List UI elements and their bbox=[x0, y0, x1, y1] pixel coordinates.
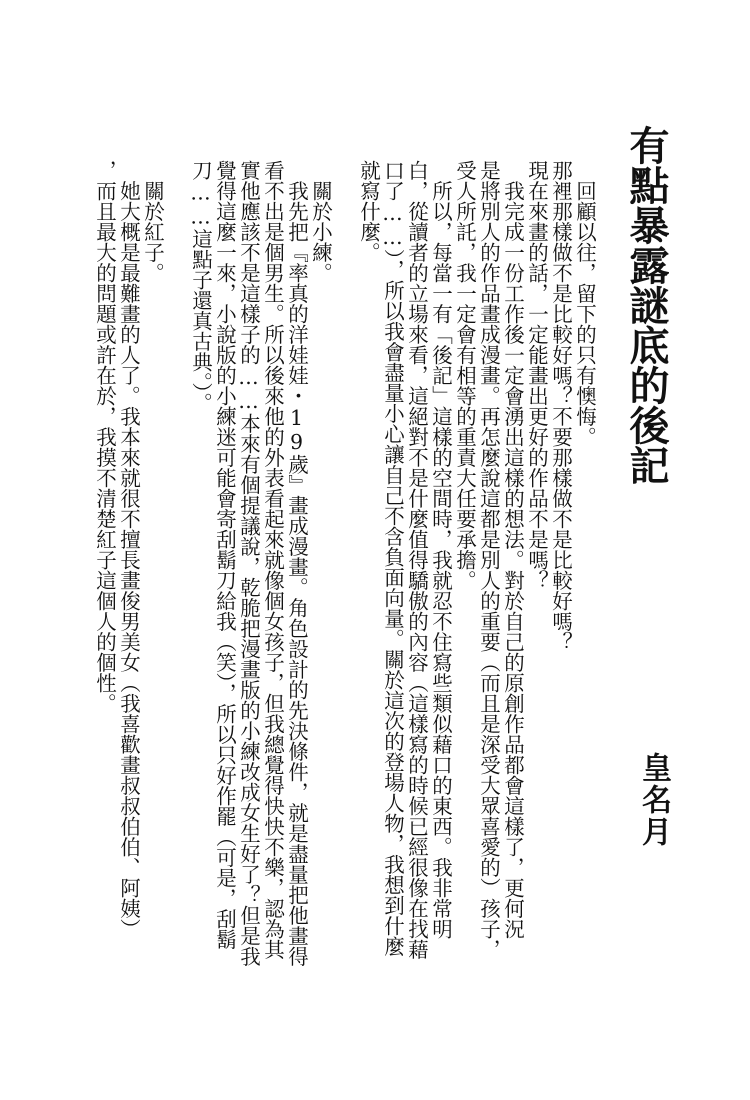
page-title: 有點暴露謎底的後記 bbox=[623, 125, 670, 485]
body-line: 我先把『率真的洋娃娃・19歲』畫成漫畫。角色設計的先決條件，就是盡量把他畫得 bbox=[284, 160, 309, 967]
body-line: 回顧以往，留下的只有懊悔。 bbox=[572, 160, 597, 447]
body-line: 關於小練。 bbox=[308, 160, 333, 283]
body-line: 她大概是最難畫的人了。我本來就很不擅長畫俊男美女（我喜歡畫叔叔伯伯、阿姨） bbox=[116, 160, 141, 939]
body-line: 是將別人的作品畫成漫畫。再怎麼說這都是別人的重要（而且是深受大眾喜愛的）孩子， bbox=[476, 160, 501, 960]
author-name: 皇名月 bbox=[636, 752, 671, 848]
body-line: 那裡那樣做不是比較好嗎？不要那樣做不是比較好嗎？ bbox=[548, 160, 573, 652]
body-line: 就寫什麼。 bbox=[356, 160, 381, 263]
body-line: 關於紅子。 bbox=[140, 160, 165, 283]
body-line: 受人所託，我一定會有相等的重責大任要承擔。 bbox=[452, 160, 477, 591]
body-line: 看不出是個男生。所以後來他的外表看起來就像個女孩子，但我總覺得快快不樂，認為其 bbox=[260, 160, 285, 960]
body-line: 白，從讀者的立場來看，這絕對不是什麼值得驕傲的內容（這樣寫的時候已經很像在找藉 bbox=[404, 160, 429, 960]
body-line: 口了……），所以我會盡量小心讓自己不含負面向量。關於這次的登場人物，我想到什麼 bbox=[380, 160, 405, 957]
body-line: 實他應該不是這樣子的……本來有個提議說，乾脆把漫畫版的小練改成女生好了？但是我 bbox=[236, 160, 261, 967]
body-line: ，而且最大的問題或許在於，我摸不清楚紅子這個人的個性。 bbox=[92, 160, 117, 714]
body-line: 覺得這麼一來，小說版的小練迷可能會寄刮鬍刀給我（笑），所以只好作罷（可是，刮鬍 bbox=[212, 160, 237, 950]
body-line: 刀……這點子還真古典。）。 bbox=[188, 160, 213, 413]
body-line: 我完成一份工作後一定會湧出這樣的想法。對於自己的原創作品都會這樣了，更何況 bbox=[500, 160, 525, 939]
body-line: 現在來畫的話，一定能畫出更好的作品不是嗎？ bbox=[524, 160, 549, 591]
body-line: 所以，每當一有「後記」這樣的空間時，我就忍不住寫些類似藉口的東西。我非常明 bbox=[428, 160, 453, 939]
